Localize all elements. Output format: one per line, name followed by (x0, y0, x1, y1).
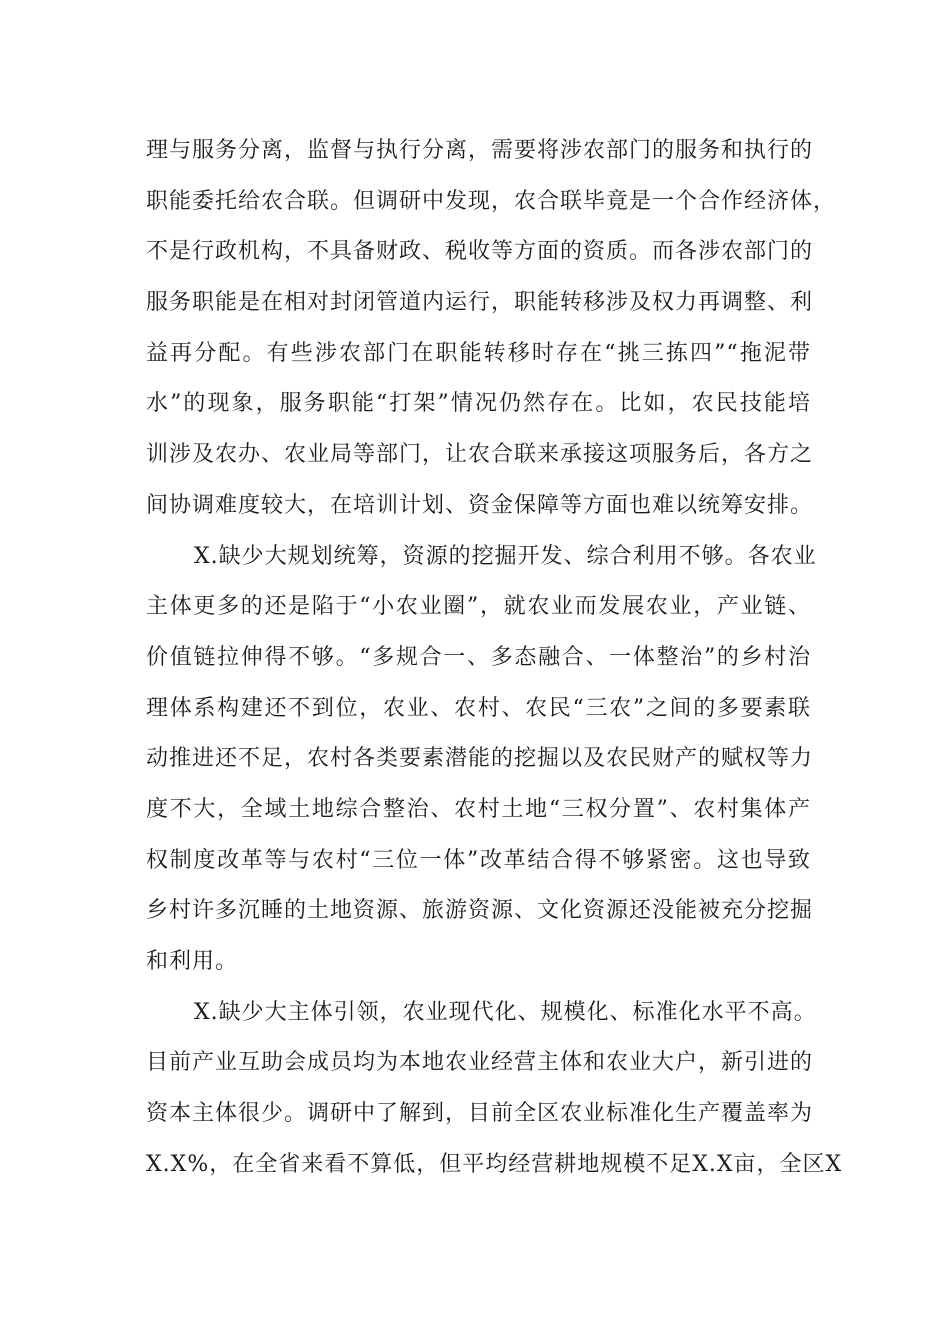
text-line: 间协调难度较大，在培训计划、资金保障等方面也难以统筹安排。 (146, 492, 814, 518)
text-line: 不是行政机构，不具备财政、税收等方面的资质。而各涉农部门的 (146, 239, 814, 265)
text-line: 服务职能是在相对封闭管道内运行，职能转移涉及权力再调整、利 (146, 290, 814, 316)
text-line: 水”的现象，服务职能“打架”情况仍然存在。比如，农民技能培 (146, 391, 811, 417)
text-line: 训涉及农办、农业局等部门，让农合联来承接这项服务后，各方之 (146, 442, 814, 468)
text-line: 乡村许多沉睡的土地资源、旅游资源、文化资源还没能被充分挖掘 (146, 898, 814, 924)
text-line: 职能委托给农合联。但调研中发现，农合联毕竟是一个合作经济体， (146, 188, 837, 214)
text-line: X.缺少大规划统筹，资源的挖掘开发、综合利用不够。各农业 (194, 543, 817, 569)
document-body (146, 133, 843, 1197)
text-line: 价值链拉伸得不够。“多规合一、多态融合、一体整治”的乡村治 (146, 644, 811, 670)
text-line: 理体系构建还不到位，农业、农村、农民“三农”之间的多要素联 (146, 695, 811, 721)
text-line: 权制度改革等与农村“三位一体”改革结合得不够紧密。这也导致 (146, 847, 811, 873)
text-line: 和利用。 (146, 949, 239, 974)
paragraph-2 (146, 539, 817, 995)
text-line: 资本主体很少。调研中了解到，目前全区农业标准化生产覆盖率为 (146, 1101, 814, 1127)
text-line: 动推进还不足，农村各类要素潜能的挖掘以及农民财产的赋权等力 (146, 746, 814, 772)
text-line: 主体更多的还是陷于“小农业圈”，就农业而发展农业，产业链、 (146, 594, 811, 620)
text-line: 度不大，全域土地综合整治、农村土地“三权分置”、农村集体产 (146, 796, 811, 822)
text-line: 目前产业互助会成员均为本地农业经营主体和农业大户，新引进的 (146, 1050, 814, 1076)
text-line: 理与服务分离，监督与执行分离，需要将涉农部门的服务和执行的 (146, 138, 814, 163)
text-line: X.X%，在全省来看不算低，但平均经营耕地规模不足X.X亩，全区X (146, 1151, 843, 1177)
text-line: X.缺少大主体引领，农业现代化、规模化、标准化水平不高。 (194, 999, 817, 1025)
paragraph-1 (146, 133, 837, 539)
paragraph-3 (146, 995, 843, 1198)
text-line: 益再分配。有些涉农部门在职能转移时存在“挑三拣四”“拖泥带 (146, 340, 811, 366)
